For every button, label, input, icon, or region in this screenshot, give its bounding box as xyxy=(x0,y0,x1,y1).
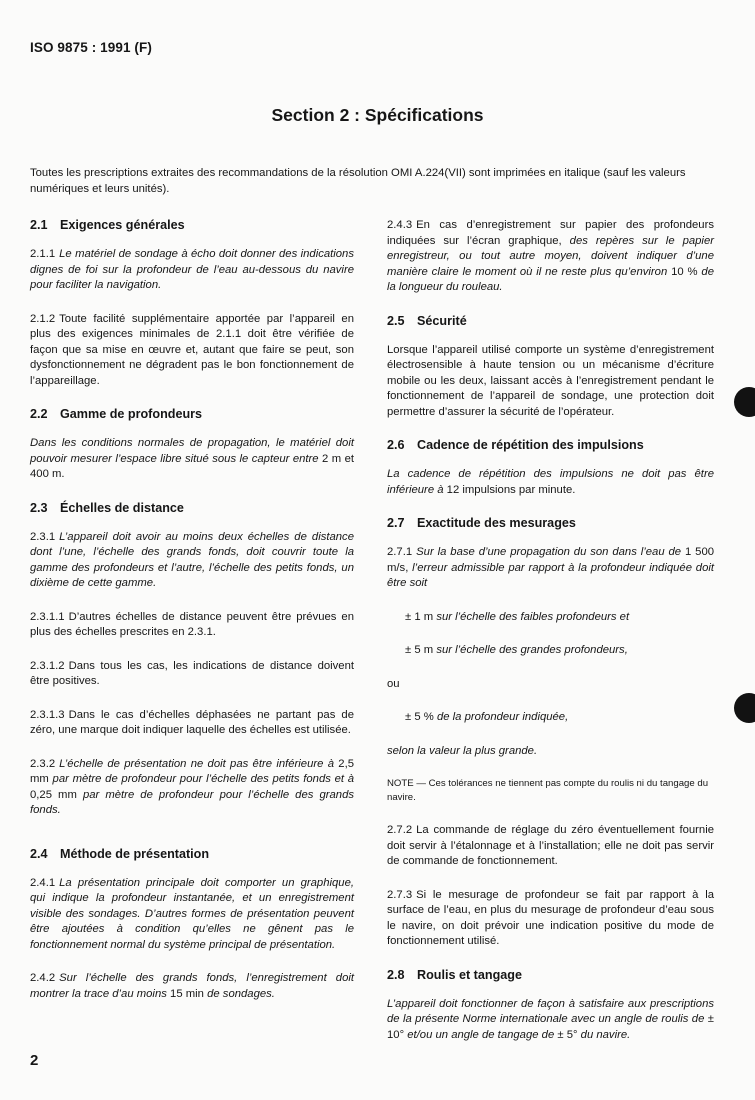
clause-2-4-2: 2.4.2 Sur l’échelle des grands fonds, l’enregistrement doit montrer la trace d’au moins 15 min de sondages. xyxy=(30,972,354,1000)
punch-hole-top xyxy=(734,387,755,417)
right-column xyxy=(387,218,714,1061)
heading-2-8: 2.8 Roulis et tangage xyxy=(387,967,522,982)
clause-2-4-3: 2.4.3 En cas d’enregistrement sur papier des profondeurs indiquées sur l’écran graphique, des repères sur le papier enregistreur, ou tout autre moyen, doivent indiquer d’une manière claire le moment où il ne reste plus qu’environ 10 % de la longueur du rouleau. xyxy=(387,219,714,293)
heading-2-4: 2.4 Méthode de présentation xyxy=(30,846,210,861)
clause-2-4-1: 2.4.1 La présentation principale doit comporter un graphique, qui indique la profondeur instantanée, et un enregistrement visible des sondages. D’autres formes de présentation peuvent être ajoutées à condition qu’elles ne gênent pas le fonctionnement normal du système principal de présentation. xyxy=(30,876,354,951)
heading-2-1: 2.1 Exigences générales xyxy=(30,218,185,232)
punch-hole-bottom xyxy=(734,693,755,723)
heading-2-6: 2.6 Cadence de répétition des impulsions xyxy=(387,438,644,452)
selon-text: selon la valeur la plus grande. xyxy=(387,744,538,757)
clause-2-6: La cadence de répétition des impulsions ne doit pas être inférieure à 12 impulsions par minute. xyxy=(387,468,714,496)
clause-2-3-1-1: 2.3.1.1 D’autres échelles de distance peuvent être prévues en plus des échelles prescrites en 2.3.1. xyxy=(30,610,354,638)
clause-2-3-2: 2.3.2 L’échelle de présentation ne doit pas être inférieure à 2,5 mm par mètre de profondeur pour l’échelle des petits fonds et à 0,25 mm par mètre de profondeur pour l’échelle des grands fonds. xyxy=(30,757,354,816)
tolerance-percent: ± 5 % de la profondeur indiquée, xyxy=(405,711,569,723)
clause-2-3-1-3: 2.3.1.3 Dans le cas d’échelles déphasées ne partant pas de zéro, une marque doit indiquer laquelle des échelles est utilisée. xyxy=(30,708,354,736)
intro-paragraph: Toutes les prescriptions extraites des recommandations de la résolution OMI A.224(VII) sont imprimées en italique (sauf les valeurs numériques et leurs unités). xyxy=(30,167,686,195)
or-text: ou xyxy=(387,677,400,690)
note-text: NOTE — Ces tolérances ne tiennent pas compte du roulis ni du tangage du navire. xyxy=(387,778,709,803)
clause-2-2: Dans les conditions normales de propagation, le matériel doit pouvoir mesurer l’espace libre situé sous le capteur entre 2 m et 400 m. xyxy=(30,437,354,480)
heading-2-7: 2.7 Exactitude des mesurages xyxy=(387,516,576,530)
page-number: 2 xyxy=(30,1052,39,1069)
clause-2-1-1: 2.1.1 Le matériel de sondage à écho doit donner des indications dignes de foi sur la profondeur de l’eau au-dessous du navire pour faciliter la navigation. xyxy=(30,248,354,291)
section-title: Section 2 : Spécifications xyxy=(271,105,484,125)
heading-2-3: 2.3 Échelles de distance xyxy=(30,500,184,515)
left-column xyxy=(30,218,354,1020)
tolerance-deep: ± 5 m sur l’échelle des grandes profondeurs, xyxy=(405,644,628,656)
clause-2-3-1: 2.3.1 L’appareil doit avoir au moins deux échelles de distance dont l’une, l’échelle des grands fonds, doit couvrir toute la gamme des profondeurs et l’autre, l’échelle des petits fonds, un dixième de cette gamme. xyxy=(30,530,354,589)
clause-2-7-3: 2.7.3 Si le mesurage de profondeur se fait par rapport à la surface de l’eau, en plus du mesurage de profondeur d’eau sous le navire, on doit prévoir une indication positive du mode de fonctionnement utilisé. xyxy=(387,888,714,947)
clause-2-7-2: 2.7.2 La commande de réglage du zéro éventuellement fournie doit servir à l’étalonnage et à l’installation; elle ne doit pas servir de commande de fonctionnement. xyxy=(387,824,714,867)
document-header: ISO 9875 : 1991 (F) xyxy=(30,40,152,55)
clause-2-8: L’appareil doit fonctionner de façon à satisfaire aux prescriptions de la présente Norme internationale avec un angle de roulis de ± 10° et/ou un angle de tangage de ± 5° du navire. xyxy=(387,997,714,1041)
clause-2-7-1: 2.7.1 Sur la base d’une propagation du son dans l’eau de 1 500 m/s, l’erreur admissible par rapport à la profondeur indiquée doit être soit xyxy=(387,546,715,589)
heading-2-2: 2.2 Gamme de profondeurs xyxy=(30,407,203,421)
clause-2-1-2: 2.1.2 Toute facilité supplémentaire apportée par l’appareil en plus des exigences minimales de 2.1.1 doit être vérifiée de façon que sa mise en œuvre et, autant que faire se peut, son dysfonctionnement ne dégradent pas le bon fonctionnement de l’appareillage. xyxy=(30,312,354,387)
clause-2-3-1-2: 2.3.1.2 Dans tous les cas, les indications de distance doivent être positives. xyxy=(30,659,354,687)
tolerance-shallow: ± 1 m sur l’échelle des faibles profondeurs et xyxy=(405,610,630,623)
heading-2-5: 2.5 Sécurité xyxy=(387,313,467,328)
clause-2-5: Lorsque l’appareil utilisé comporte un système d’enregistrement électrosensible à haute tension ou un mécanisme d’écriture mobile ou les deux, laissant accès à l’enregistrement pendant le fonctionnement de l’appareil de sondage, une protection doit permettre d’assurer la sécurité de l’opérateur. xyxy=(387,343,714,418)
